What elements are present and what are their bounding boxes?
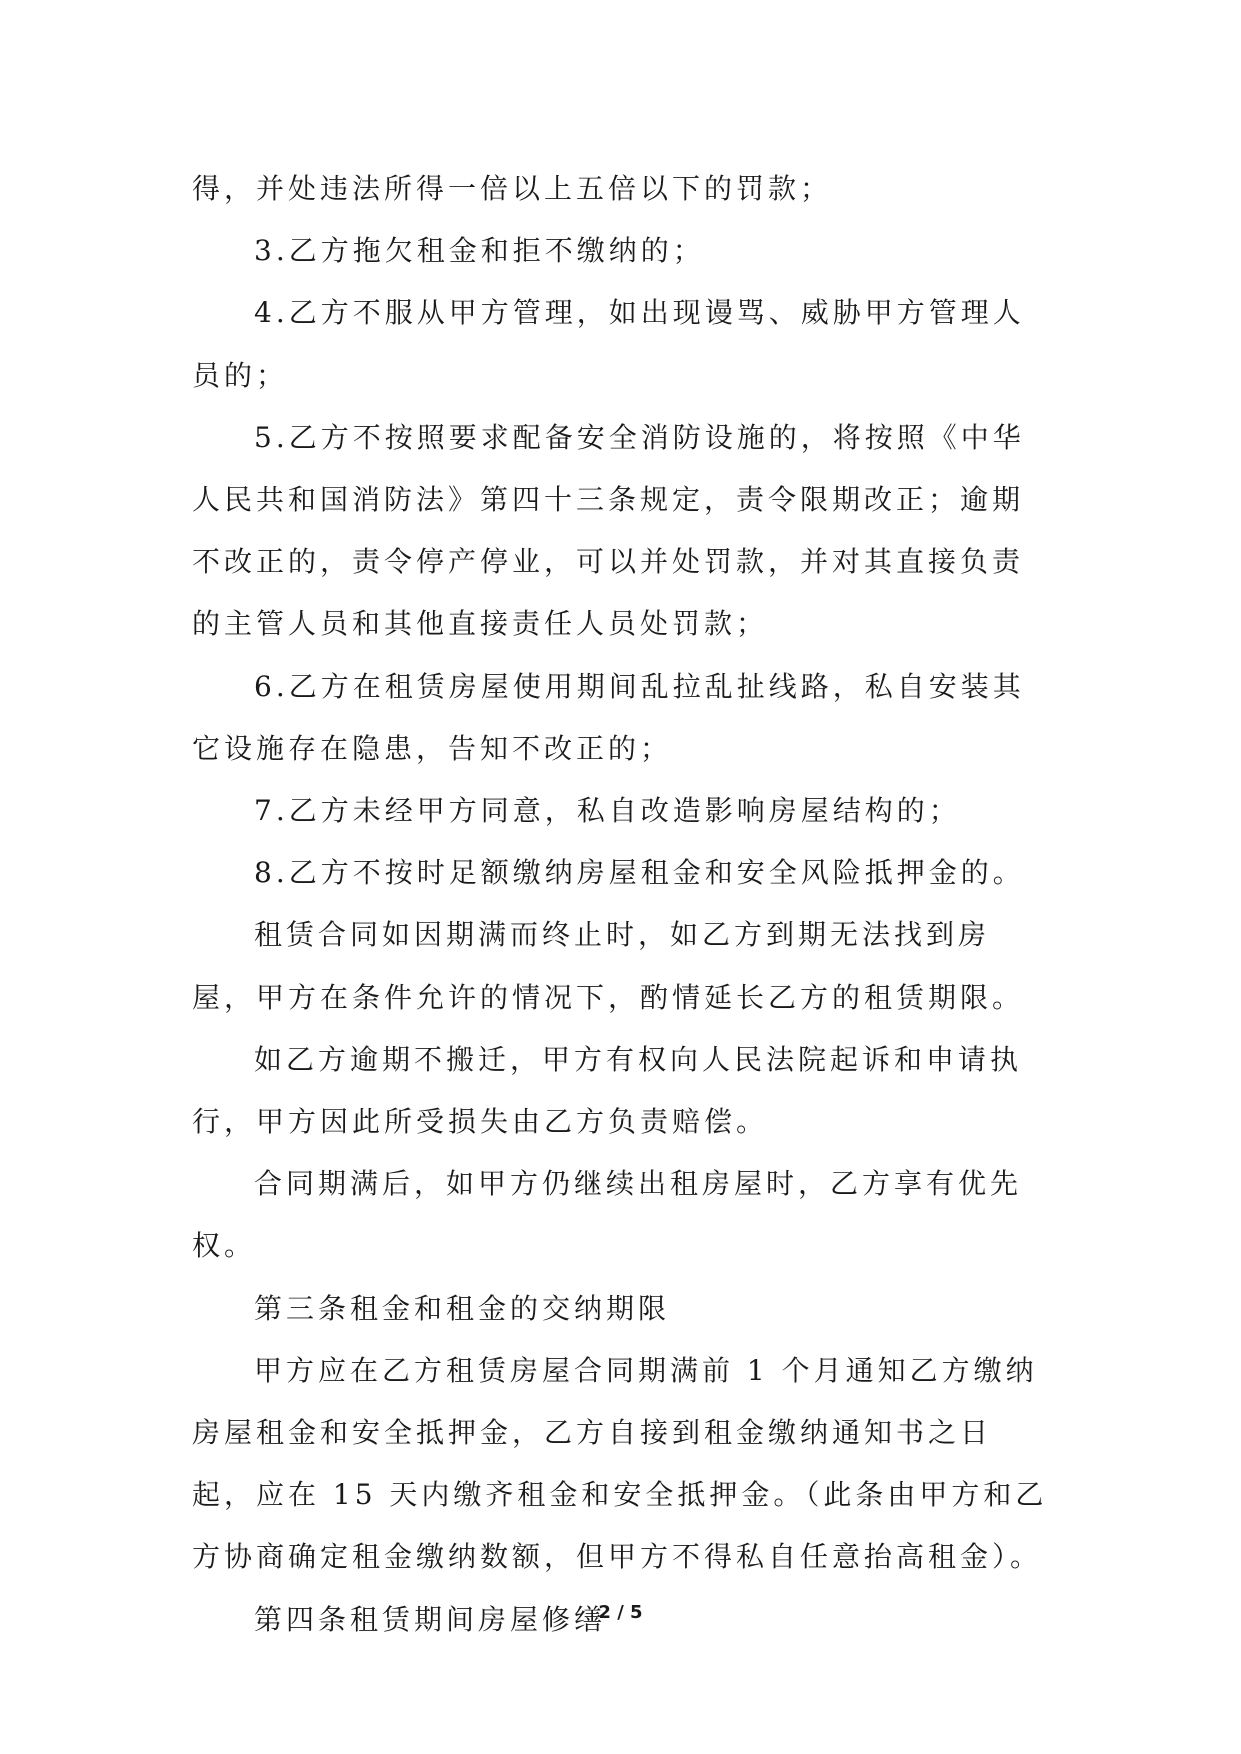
paragraph: 3.乙方拖欠租金和拒不缴纳的； xyxy=(254,234,705,268)
paragraph: 8.乙方不按时足额缴纳房屋租金和安全风险抵押金的。 xyxy=(254,856,1025,890)
page-number: 2 / 5 xyxy=(598,1602,643,1623)
paragraph: 甲方应在乙方租赁房屋合同期满前 1 个月通知乙方缴纳房屋租金和安全抵押金，乙方自接到租金缴纳通知书之日起，应在 15 天内缴齐租金和安全抵押金。（此条由甲方和乙方协商确定租金缴纳数额，但甲方不得私自任意抬高租金）。 xyxy=(192,1353,1048,1574)
paragraph: 7.乙方未经甲方同意，私自改造影响房屋结构的； xyxy=(254,794,961,828)
paragraph: 5.乙方不按照要求配备安全消防设施的，将按照《中华人民共和国消防法》第四十三条规定，责令限期改正；逾期不改正的，责令停产停业，可以并处罚款，并对其直接负责的主管人员和其他直接责任人员处罚款； xyxy=(192,420,1025,641)
paragraph: 如乙方逾期不搬迁，甲方有权向人民法院起诉和申请执行，甲方因此所受损失由乙方负责赔偿。 xyxy=(192,1042,1023,1139)
document-body xyxy=(192,158,1052,1651)
paragraph: 合同期满后，如甲方仍继续出租房屋时，乙方享有优先权。 xyxy=(192,1167,1023,1263)
paragraph: 得，并处违法所得一倍以上五倍以下的罚款； xyxy=(192,172,833,205)
section-heading: 第三条租金和租金的交纳期限 xyxy=(254,1291,671,1325)
paragraph: 4.乙方不服从甲方管理，如出现谩骂、威胁甲方管理人员的； xyxy=(192,296,1025,392)
section-heading: 第四条租赁期间房屋修缮 xyxy=(254,1602,607,1636)
paragraph: 租赁合同如因期满而终止时，如乙方到期无法找到房屋，甲方在条件允许的情况下，酌情延长乙方的租赁期限。 xyxy=(192,918,1025,1014)
paragraph: 6.乙方在租赁房屋使用期间乱拉乱扯线路，私自安装其它设施存在隐患，告知不改正的； xyxy=(192,669,1025,765)
